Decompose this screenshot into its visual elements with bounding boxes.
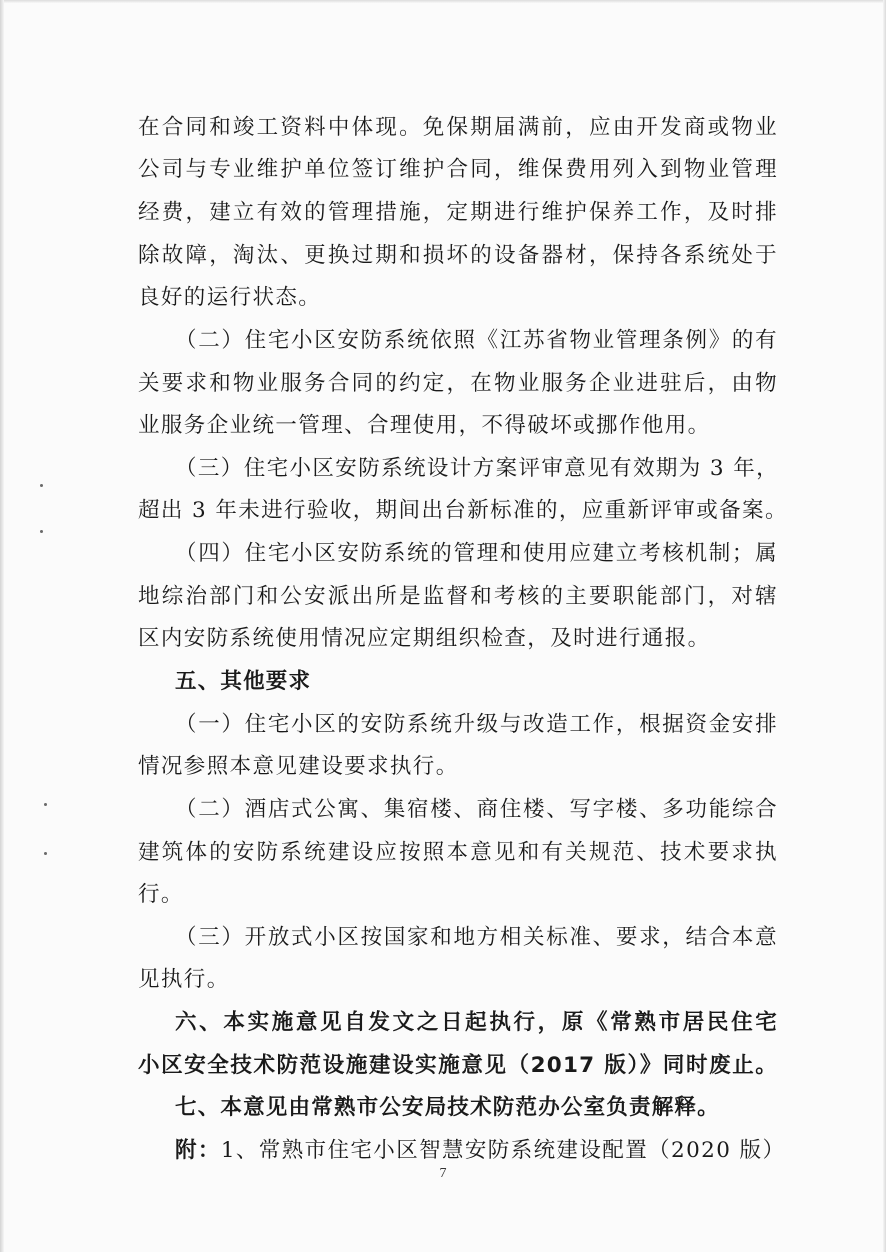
paragraph-5-1-start: （一）住宅小区的安防系统升级与改造工作，根据资金安排 [175,712,778,737]
body-text-line: 业服务企业统一管理、合理使用，不得破坏或挪作他用。 [138,413,711,438]
attachment-line [175,1131,786,1171]
section-heading-6-continued: 小区安全技术防范设施建设实施意见（2017 版）》同时废止。 [138,1053,778,1078]
scan-speck [44,852,47,855]
paragraph-5-3-start: （三）开放式小区按国家和地方相关标准、要求，结合本意 [175,925,778,950]
scan-speck [40,484,43,487]
scan-edge-top [0,0,886,3]
attachment-label: 附： [175,1138,221,1163]
body-text-line: 除故障，淘汰、更换过期和损坏的设备器材，保持各系统处于 [138,243,778,268]
body-text-line: 超出 3 年未进行验收，期间出台新标准的，应重新评审或备案。 [138,498,788,523]
section-heading-6: 六、本实施意见自发文之日起执行，原《常熟市居民住宅 [175,1010,778,1035]
section-heading-7: 七、本意见由常熟市公安局技术防范办公室负责解释。 [175,1095,720,1120]
body-text-line: 地综治部门和公安派出所是监督和考核的主要职能部门，对辖 [138,584,778,609]
paragraph-2-4-start: （四）住宅小区安防系统的管理和使用应建立考核机制；属 [175,541,778,566]
body-text-line: 在合同和竣工资料中体现。免保期届满前，应由开发商或物业 [138,115,778,140]
scan-edge-left [0,0,4,1252]
paragraph-5-2-start: （二）酒店式公寓、集宿楼、商住楼、写字楼、多功能综合 [175,797,778,822]
body-text-line: 区内安防系统使用情况应定期组织检查，及时进行通报。 [138,626,711,651]
body-text-line: 良好的运行状态。 [138,285,322,310]
body-text-line: 情况参照本意见建设要求执行。 [138,754,459,779]
body-text-line: 经费，建立有效的管理措施，定期进行维护保养工作，及时排 [138,200,778,225]
scan-speck [40,530,43,533]
body-text-line: 行。 [138,882,184,907]
attachment-text: 1、常熟市住宅小区智慧安防系统建设配置（2020 版） [220,1138,786,1163]
body-text-line: 建筑体的安防系统建设应按照本意见和有关规范、技术要求执 [138,840,778,865]
body-text-line: 关要求和物业服务合同的约定，在物业服务企业进驻后，由物 [138,371,778,396]
paragraph-2-3-start: （三）住宅小区安防系统设计方案评审意见有效期为 3 年， [175,456,780,481]
body-text-line: 公司与专业维护单位签订维护合同，维保费用列入到物业管理 [138,157,778,182]
paragraph-2-2-start: （二）住宅小区安防系统依照《江苏省物业管理条例》的有 [175,328,778,353]
section-heading-5: 五、其他要求 [175,669,312,694]
page-number: 7 [439,1166,447,1181]
scan-speck [44,803,47,806]
body-text-line: 见执行。 [138,967,230,992]
